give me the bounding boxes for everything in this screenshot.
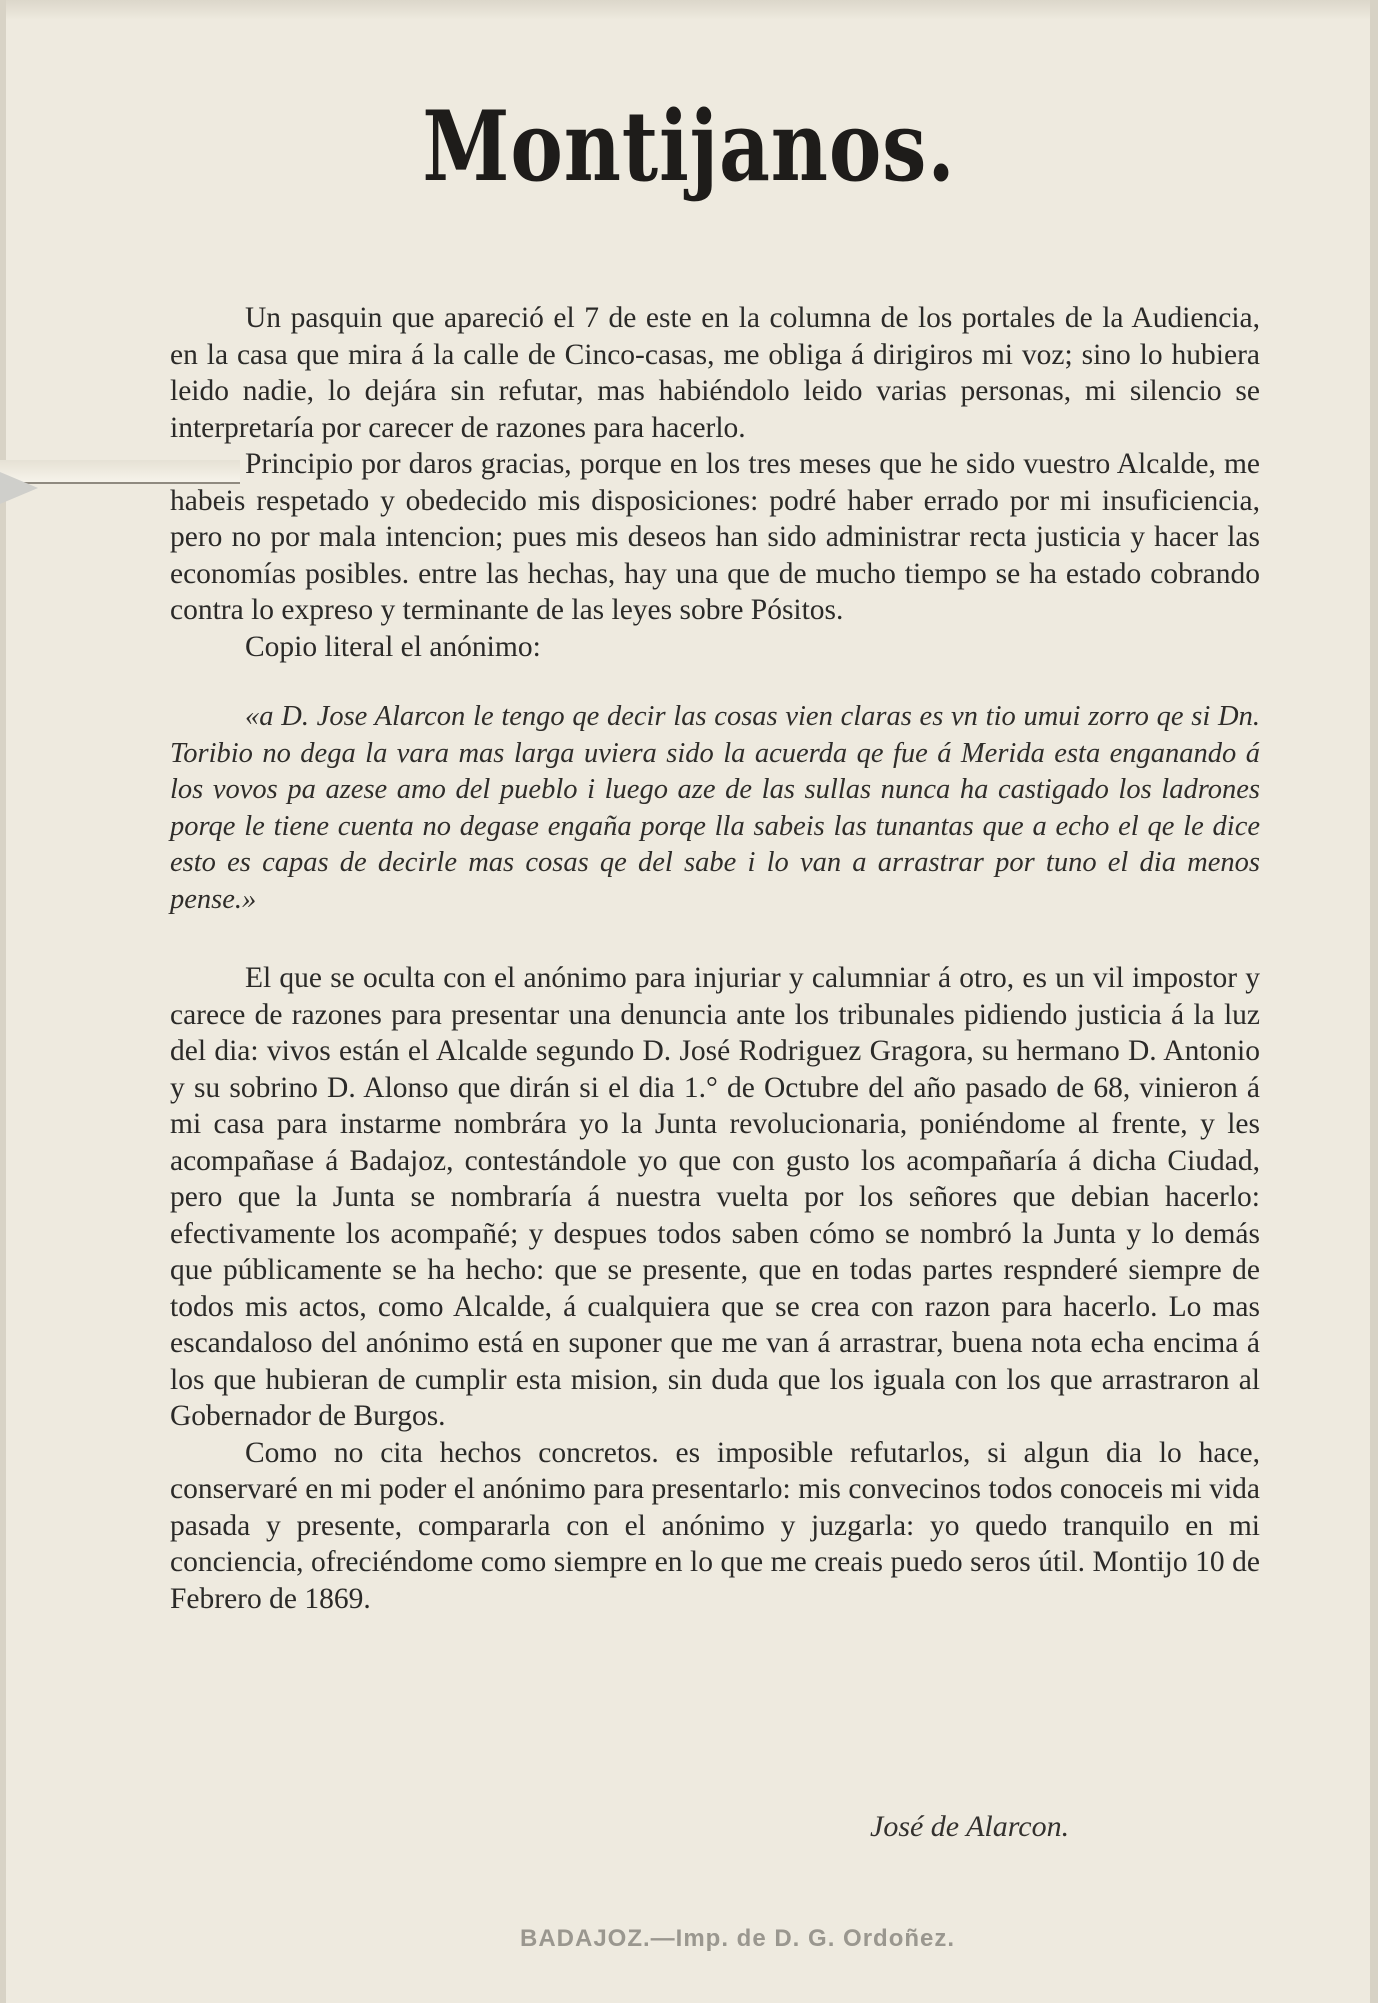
paragraph-1: Un pasquin que apareció el 7 de este en la columna de los portales de la Audiencia, en la casa que mira á la calle de Cinco-casas, me obliga á dirigiros mi voz; sino lo hubiera leido nadie, lo dejára sin refutar, mas habiéndolo leido varias personas, mi silencio se interpretaría por carecer de razones para hacerlo. [170,302,1260,444]
paragraph-4: El que se oculta con el anónimo para injuriar y calumniar á otro, es un vil impostor y carece de razones para presentar una denuncia ante los tribunales pidiendo justicia á la luz del dia: vivos están el Alcalde segundo D. José Rodriguez Gragora, su hermano D. Antonio y su sobrino D. Alonso que dirán si el dia 1.° de Octubre del año pasado de 68, vinieron á mi casa para instarme nombrára yo la Junta revolucionaria, poniéndome al frente, y les acompañase á Badajoz, contestándole yo que con gusto los acompañaría á dicha Ciudad, pero que la Junta se nombraría á nuestra vuelta por los señores que debian hacerlo: efectivamente los acompañé; y despues todos saben cómo se nombró la Junta y lo demás que públicamente se ha hecho: que se presente, que en todas partes respnderé siempre de todos mis actos, como Alcalde, á cualquiera que se crea con razon para hacerlo. Lo mas escandaloso del anónimo está en suponer que me van á arrastrar, buena nota echa encima á los que hubieran de cumplir esta mision, sin duda que los iguala con los que arrastraron al Gobernador de Burgos. [170,962,1260,1432]
paper-tear [0,472,38,504]
paper-edge-left [0,0,6,2003]
anonymous-quote: «a D. Jose Alarcon le tengo qe decir las cosas vien claras es vn tio umui zorro qe si Dn. Toribio no dega la vara mas larga uviera sido la acuerda qe fue á Merida esta enganando á los vovos pa azese amo del pueblo i luego aze de las sullas nunca ha castigado los ladrones porqe le tiene cuenta no degase engaña porqe lla sabeis las tunantas que a echo el qe le dice esto es capas de decirle mas cosas qe del sabe i lo van a arrastrar por tuno el dia menos pense.» [170,701,1260,915]
paragraph-2: Principio por daros gracias, porque en los tres meses que he sido vuestro Alcalde, me habeis respetado y obedecido mis disposiciones: podré haber errado por mi insuficiencia, pero no por mala intencion; pues mis deseos han sido administrar recta justicia y hacer las economías posibles. entre las hechas, hay una que de mucho tiempo se ha estado cobrando contra lo expreso y terminante de las leyes sobre Pósitos. [170,448,1260,626]
signature: José de Alarcon. [870,1810,1070,1843]
paragraph-5: Como no cita hechos concretos. es imposible refutarlos, si algun dia lo hace, conservaré en mi poder el anónimo para presentarlo: mis convecinos todos conoceis mi vida pasada y presente, compararla con el anónimo y juzgarla: yo quedo tranquilo en mi conciencia, ofreciéndome como siempre en lo que me creais puedo seros útil. Montijo 10 de Febrero de 1869. [170,1436,1260,1615]
paper-edge-right [1370,0,1378,2003]
document-body [170,300,1260,1617]
paragraph-3: Copio literal el anónimo: [245,630,541,663]
paper-edge-top [0,0,1378,20]
printer-imprint: BADAJOZ.—Imp. de D. G. Ordoñez. [520,1925,956,1952]
document-title: Montijanos. [422,90,956,203]
